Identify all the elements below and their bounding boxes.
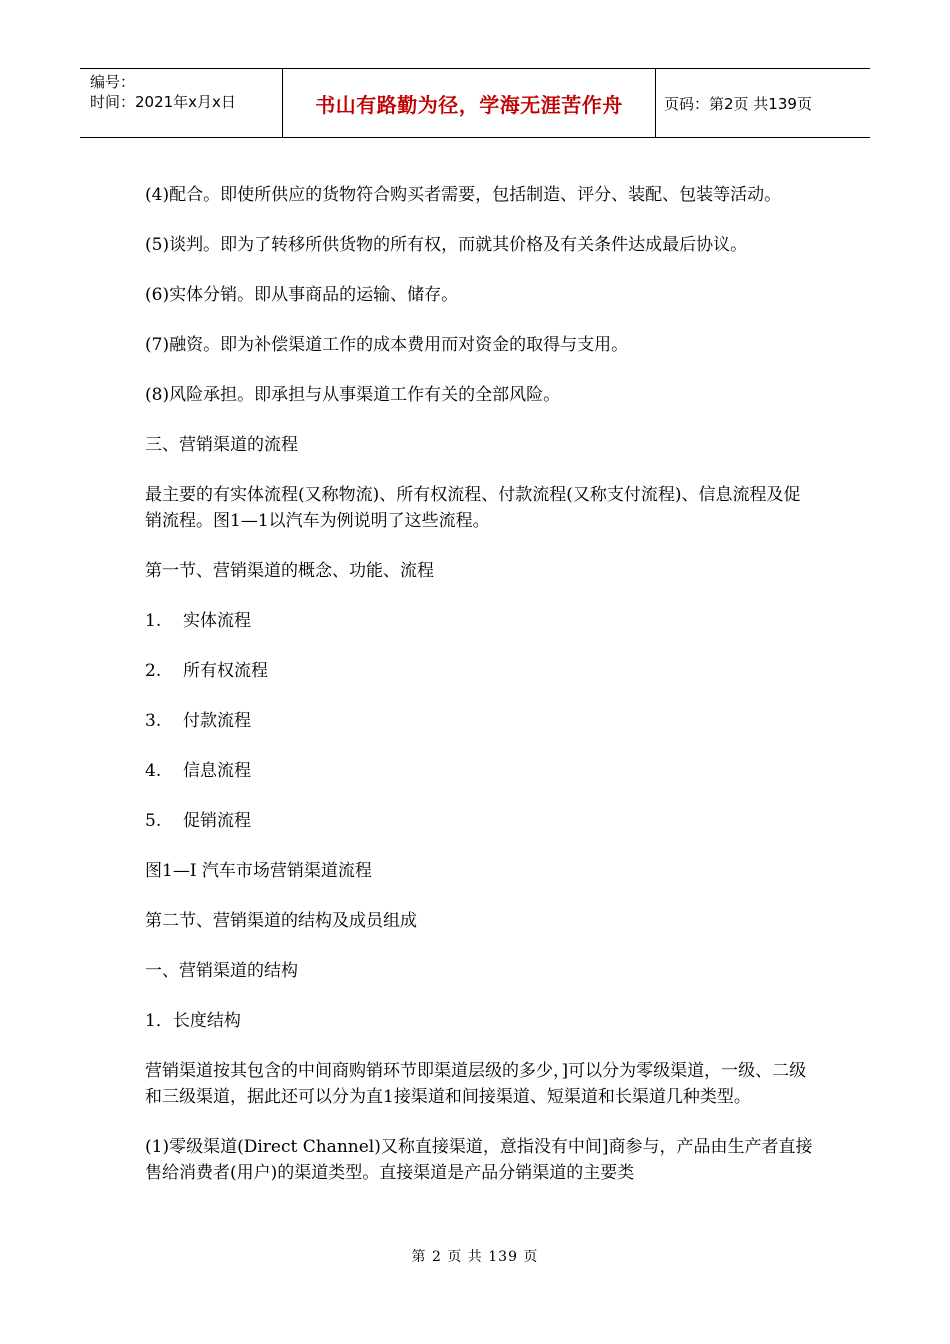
list-number: 4. bbox=[145, 761, 162, 781]
paragraph: (6)实体分销。即从事商品的运输、储存。 bbox=[145, 285, 459, 305]
section-heading: 第一节、营销渠道的概念、功能、流程 bbox=[145, 561, 434, 581]
list-text: 实体流程 bbox=[183, 611, 251, 631]
paragraph: 最主要的有实体流程(又称物流)、所有权流程、付款流程(又称支付流程)、信息流程及促销流程。图1—1以汽车为例说明了这些流程。 bbox=[145, 485, 801, 531]
paragraph: (5)谈判。即为了转移所供货物的所有权，而就其价格及有关条件达成最后协议。 bbox=[145, 235, 748, 255]
list-item bbox=[145, 658, 815, 684]
list-text: 付款流程 bbox=[183, 711, 251, 731]
paragraph: (1)零级渠道(Direct Channel)又称直接渠道，意指没有中间]商参与，产品由生产者直接售给消费者(用户)的渠道类型。直接渠道是产品分销渠道的主要类 bbox=[145, 1137, 813, 1183]
header-meta bbox=[80, 69, 283, 137]
list-number: 3. bbox=[145, 711, 162, 731]
paragraph: (8)风险承担。即承担与从事渠道工作有关的全部风险。 bbox=[145, 385, 561, 405]
list-number: 2. bbox=[145, 661, 162, 681]
header-motto: 书山有路勤为径，学海无涯苦作舟 bbox=[283, 69, 656, 137]
list-text: 促销流程 bbox=[183, 811, 251, 831]
list-item bbox=[145, 608, 815, 634]
section-heading: 三、营销渠道的流程 bbox=[145, 435, 298, 455]
header-page-code: 页码：第2页 共139页 bbox=[664, 94, 812, 113]
section-heading: 一、营销渠道的结构 bbox=[145, 961, 298, 981]
list-number: 1. bbox=[145, 611, 162, 631]
paragraph: (4)配合。即使所供应的货物符合购买者需要，包括制造、评分、装配、包装等活动。 bbox=[145, 185, 782, 205]
document-body bbox=[145, 182, 815, 1210]
paragraph: (7)融资。即为补偿渠道工作的成本费用而对资金的取得与支用。 bbox=[145, 335, 629, 355]
section-heading: 1．长度结构 bbox=[145, 1011, 241, 1031]
list-item bbox=[145, 708, 815, 734]
time-label: 时间：2021年x月x日 bbox=[90, 93, 236, 111]
list-number: 5. bbox=[145, 811, 162, 831]
page-footer: 第 2 页 共 139 页 bbox=[411, 1249, 539, 1265]
page-header bbox=[80, 68, 870, 138]
list-item bbox=[145, 808, 815, 834]
section-heading: 第二节、营销渠道的结构及成员组成 bbox=[145, 911, 417, 931]
paragraph: 营销渠道按其包含的中间商购销环节即渠道层级的多少，]可以分为零级渠道，一级、二级和三级渠道，据此还可以分为直1接渠道和间接渠道、短渠道和长渠道几种类型。 bbox=[145, 1061, 807, 1107]
figure-caption: 图1—I 汽车市场营销渠道流程 bbox=[145, 861, 372, 881]
number-label: 编号： bbox=[90, 73, 136, 91]
list-text: 信息流程 bbox=[183, 761, 251, 781]
list-item bbox=[145, 758, 815, 784]
list-text: 所有权流程 bbox=[183, 661, 268, 681]
